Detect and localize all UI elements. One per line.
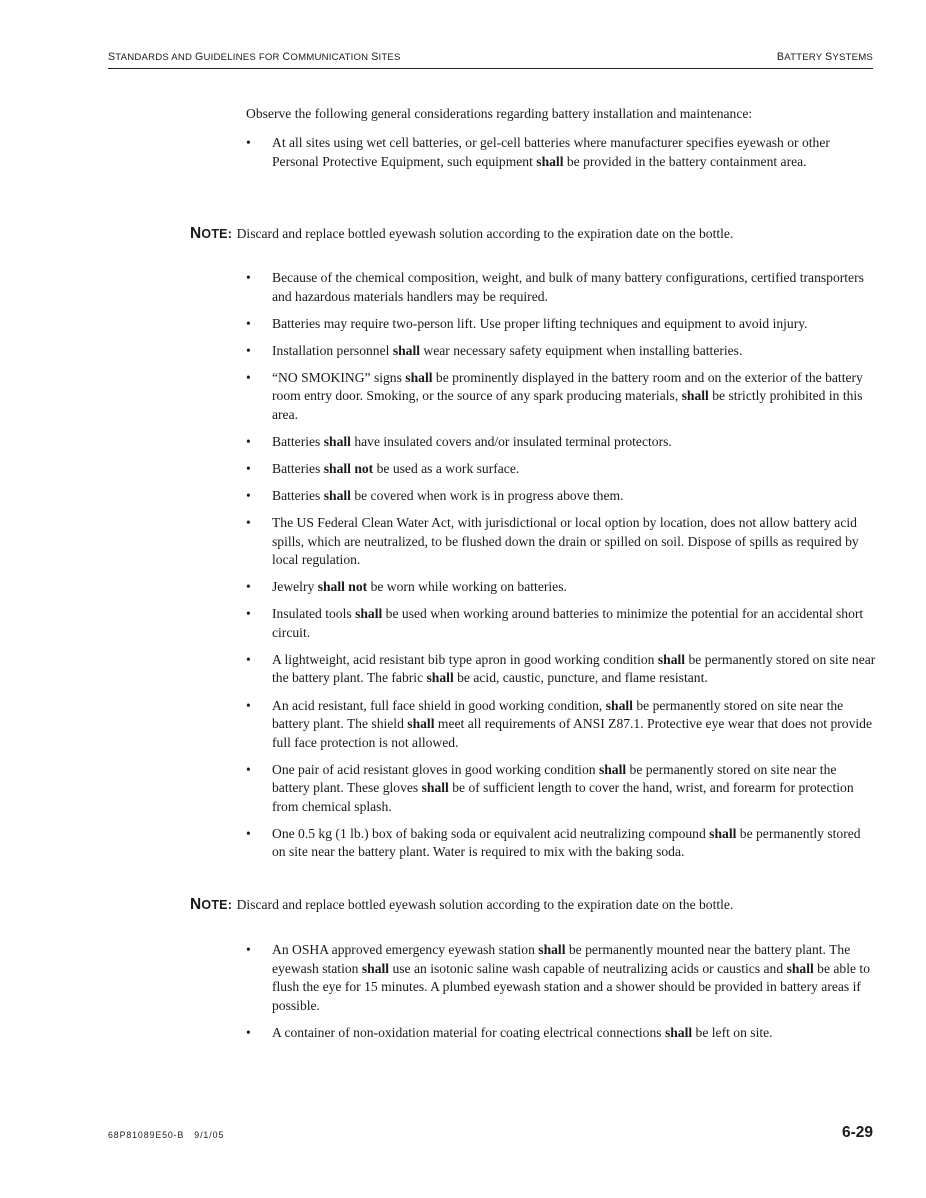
- item-text: be provided in the battery containment area.: [563, 153, 807, 169]
- list-item: [246, 825, 876, 862]
- item-text: be permanently stored on site near the battery plant. Water is required to mix with the baking soda.: [272, 825, 861, 860]
- item-text: “NO SMOKING” signs: [272, 369, 406, 385]
- note-text: Discard and replace bottled eyewash solution according to the expiration date on the bottle.: [236, 897, 734, 912]
- item-text: be able to flush the eye for 15 minutes. A plumbed eyewash station and a shower should be provided in battery areas if possible.: [272, 960, 871, 1013]
- bullet-icon: •: [246, 433, 251, 449]
- emphasis-text: shall: [786, 960, 814, 976]
- item-text: Insulated tools: [272, 606, 356, 622]
- item-text: be covered when work is in progress above them.: [350, 488, 624, 504]
- bullet-icon: •: [246, 942, 251, 957]
- item-text: be permanently mounted near the battery plant. The eyewash station: [272, 942, 851, 976]
- item-text: One pair of acid resistant gloves in good working condition: [272, 761, 599, 777]
- list-item: [246, 514, 876, 570]
- bullet-icon: •: [246, 135, 251, 150]
- list-item: [246, 578, 876, 597]
- bullet-icon: •: [246, 342, 251, 358]
- item-text: have insulated covers and/or insulated terminal protectors.: [350, 433, 672, 449]
- item-text: be prominently displayed in the battery room and on the exterior of the battery room entry door. Smoking, or the source of any spark producing materials,: [272, 369, 863, 404]
- bullet-list-3: [246, 941, 876, 1051]
- item-text: Batteries: [272, 433, 324, 449]
- item-text: Batteries may require two-person lift. Use proper lifting techniques and equipment to avoid injury.: [272, 315, 808, 331]
- item-text: Batteries: [272, 460, 324, 476]
- item-text: be worn while working on batteries.: [367, 579, 567, 595]
- item-text: wear necessary safety equipment when installing batteries.: [420, 342, 743, 358]
- emphasis-text: shall: [536, 153, 564, 169]
- note-2: [190, 896, 880, 915]
- item-text: Installation personnel: [272, 342, 393, 358]
- item-text: be of sufficient length to cover the hand, wrist, and forearm for protection from chemical splash.: [272, 780, 854, 814]
- emphasis-text: shall not: [323, 460, 374, 476]
- emphasis-text: shall: [664, 1024, 693, 1040]
- bullet-icon: •: [246, 460, 251, 476]
- bullet-icon: •: [246, 270, 251, 285]
- item-text: An acid resistant, full face shield in good working condition,: [272, 697, 606, 713]
- footer-page-number: 6-29: [841, 1124, 873, 1141]
- item-text: One 0.5 kg (1 lb.) box of baking soda or equivalent acid neutralizing compound: [272, 825, 710, 841]
- header-left-text: STANDARDS AND GUIDELINES FOR COMMUNICATION SITES: [108, 51, 401, 63]
- item-text: be permanently stored on site near the battery plant. The shield: [272, 697, 844, 732]
- list-item: [246, 315, 876, 334]
- emphasis-text: shall: [392, 342, 421, 358]
- emphasis-text: shall: [323, 488, 351, 504]
- bullet-icon: •: [246, 579, 251, 595]
- item-text: Jewelry: [272, 579, 318, 595]
- emphasis-text: shall: [355, 606, 383, 622]
- list-item: [246, 460, 876, 479]
- emphasis-text: shall: [598, 761, 627, 777]
- bullet-icon: •: [246, 369, 251, 385]
- list-item: [246, 487, 876, 506]
- item-text: meet all requirements of ANSI Z87.1. Protective eye wear that does not provide full face protection is not allowed.: [272, 716, 872, 750]
- list-item: [246, 369, 876, 425]
- bullet-list-1: [246, 134, 876, 180]
- item-text: use an isotonic saline wash capable of neutralizing acids or caustics and: [389, 960, 787, 976]
- bullet-icon: •: [246, 697, 251, 713]
- bullet-icon: •: [246, 1024, 251, 1040]
- list-item: [246, 761, 876, 817]
- item-text: An OSHA approved emergency eyewash station: [272, 942, 539, 957]
- emphasis-text: shall: [709, 825, 737, 841]
- note-label: NOTE:: [190, 225, 233, 242]
- item-text: A lightweight, acid resistant bib type apron in good working condition: [272, 651, 658, 667]
- bullet-icon: •: [246, 488, 251, 504]
- intro-paragraph: Observe the following general considerations regarding battery installation and maintenance:: [246, 106, 753, 121]
- bullet-icon: •: [246, 315, 251, 331]
- emphasis-text: shall not: [317, 579, 368, 595]
- item-text: be permanently stored on site near the battery plant. The fabric: [272, 651, 876, 686]
- list-item: [246, 134, 876, 171]
- item-text: At all sites using wet cell batteries, or gel-cell batteries where manufacturer specifies eyewash or other Personal Protective Equipment, such equipment: [272, 135, 830, 169]
- item-text: be acid, caustic, puncture, and flame resistant.: [453, 670, 708, 686]
- header-section-title: [777, 51, 873, 63]
- note-text: Discard and replace bottled eyewash solution according to the expiration date on the bottle.: [236, 226, 734, 241]
- item-text: be strictly prohibited in this area.: [272, 388, 863, 422]
- emphasis-text: shall: [538, 942, 566, 957]
- footer-doc-number: 68P81089E50-B 9/1/05: [108, 1130, 225, 1140]
- emphasis-text: shall: [407, 716, 435, 732]
- emphasis-text: shall: [361, 960, 390, 976]
- emphasis-text: shall: [657, 651, 686, 667]
- bullet-icon: •: [246, 825, 251, 841]
- item-text: be used as a work surface.: [373, 460, 520, 476]
- list-item: [246, 342, 876, 361]
- bullet-icon: •: [246, 515, 251, 531]
- page-header: [108, 48, 873, 69]
- emphasis-text: shall: [605, 697, 633, 713]
- header-document-title: [108, 51, 401, 63]
- list-item: [246, 269, 876, 306]
- emphasis-text: shall: [421, 780, 449, 796]
- item-text: Batteries: [272, 488, 324, 504]
- item-text: A container of non-oxidation material for coating electrical connections: [272, 1024, 665, 1040]
- emphasis-text: shall: [405, 369, 433, 385]
- item-text: The US Federal Clean Water Act, with jurisdictional or local option by location, does not allow battery acid spills, which are neutralized, to be flushed down the drain or spilled on soil. Dispose of spills as required by local regulation.: [272, 515, 859, 568]
- bullet-icon: •: [246, 606, 251, 622]
- item-text: be used when working around batteries to minimize the potential for an accidental short circuit.: [272, 606, 864, 640]
- list-item: [246, 651, 876, 688]
- list-item: [246, 1024, 876, 1043]
- note-label: NOTE:: [190, 896, 233, 913]
- list-item: [246, 605, 876, 642]
- header-right-text: BATTERY SYSTEMS: [776, 51, 873, 63]
- bullet-icon: •: [246, 761, 251, 777]
- item-text: be permanently stored on site near the battery plant. These gloves: [272, 761, 837, 796]
- item-text: Because of the chemical composition, weight, and bulk of many battery configurations, certified transporters and hazardous materials handlers may be required.: [272, 270, 864, 304]
- emphasis-text: shall: [323, 433, 351, 449]
- item-text: be left on site.: [692, 1024, 773, 1040]
- list-item: [246, 941, 876, 1015]
- emphasis-text: shall: [426, 670, 454, 686]
- emphasis-text: shall: [681, 388, 709, 404]
- list-item: [246, 697, 876, 753]
- bullet-icon: •: [246, 651, 251, 667]
- bullet-list-2: [246, 269, 876, 870]
- list-item: [246, 433, 876, 452]
- note-1: [190, 225, 880, 244]
